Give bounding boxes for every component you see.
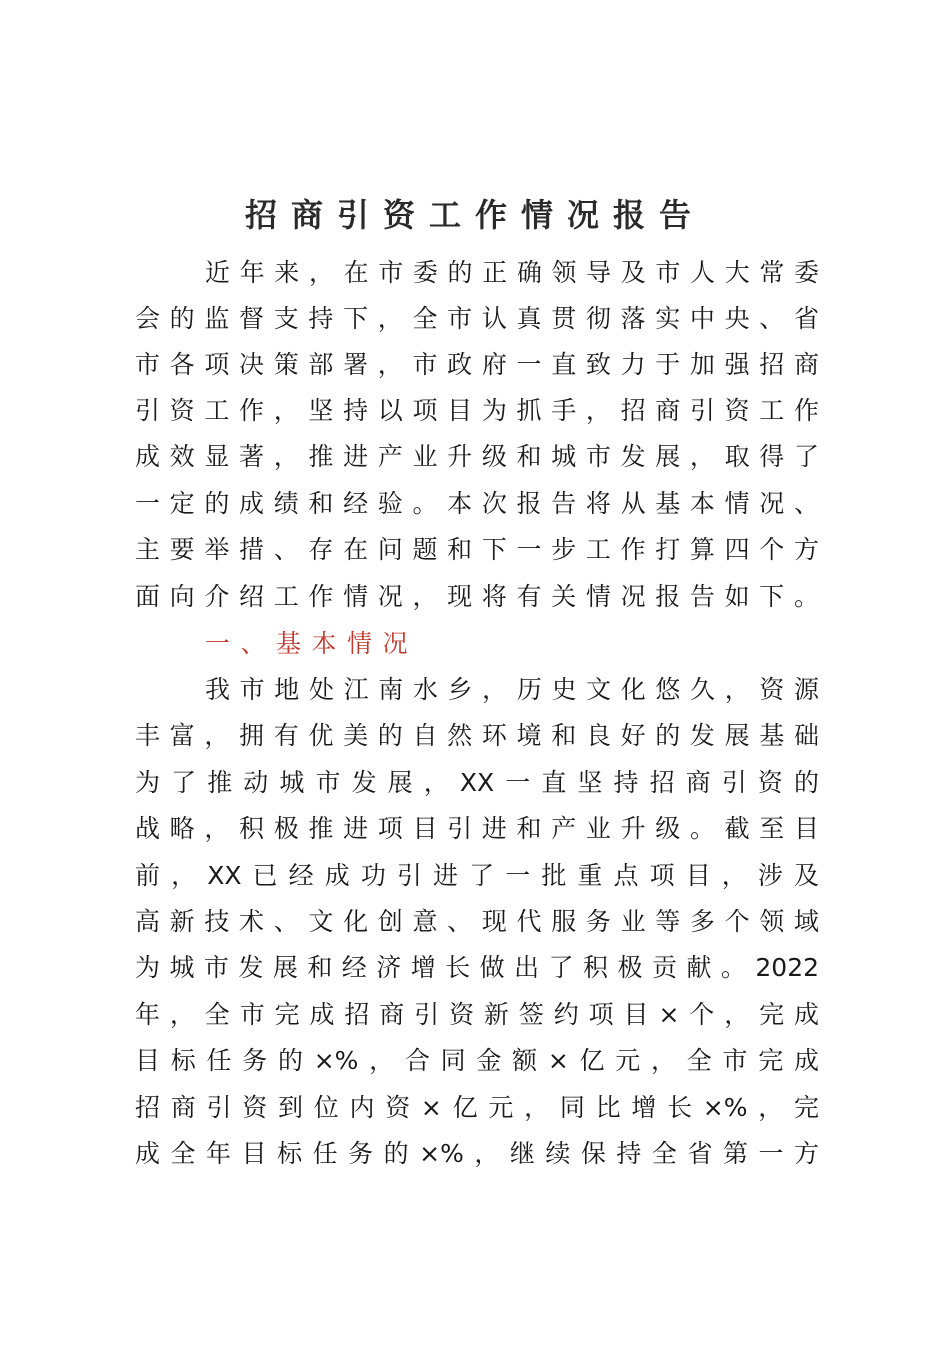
paragraph-line: 高新技术、文化创意、现代服务业等多个领域 <box>135 907 819 936</box>
section-heading: 一、基本情况 <box>205 629 419 658</box>
paragraph-line: 面向介绍工作情况，现将有关情况报告如下。 <box>135 582 819 611</box>
paragraph-line: 一定的成绩和经验。本次报告将从基本情况、 <box>135 489 819 518</box>
paragraph-line: 近年来，在市委的正确领导及市人大常委 <box>205 258 819 287</box>
paragraph-line: 招商引资到位内资×亿元，同比增长×%，完 <box>135 1093 819 1122</box>
paragraph-line: 前，XX已经成功引进了一批重点项目，涉及 <box>135 861 819 890</box>
paragraph-line: 主要举措、存在问题和下一步工作打算四个方 <box>135 535 819 564</box>
paragraph-line: 年，全市完成招商引资新签约项目×个，完成 <box>135 1000 819 1029</box>
paragraph-line: 市各项决策部署，市政府一直致力于加强招商 <box>135 350 819 379</box>
document-title: 招商引资工作情况报告 <box>244 196 705 234</box>
paragraph-line: 为城市发展和经济增长做出了积极贡献。2022 <box>135 953 819 982</box>
paragraph-line: 我市地处江南水乡，历史文化悠久，资源 <box>205 675 819 704</box>
paragraph-line: 成效显著，推进产业升级和城市发展，取得了 <box>135 442 819 471</box>
paragraph-line: 为了推动城市发展，XX一直坚持招商引资的 <box>135 768 819 797</box>
paragraph-line: 成全年目标任务的×%，继续保持全省第一方 <box>135 1139 819 1168</box>
paragraph-line: 会的监督支持下，全市认真贯彻落实中央、省 <box>135 304 819 333</box>
paragraph-line: 引资工作，坚持以项目为抓手，招商引资工作 <box>135 396 819 425</box>
paragraph-line: 战略，积极推进项目引进和产业升级。截至目 <box>135 814 819 843</box>
paragraph-line: 丰富，拥有优美的自然环境和良好的发展基础 <box>135 721 819 750</box>
paragraph-line: 目标任务的×%，合同金额×亿元，全市完成 <box>135 1046 819 1075</box>
